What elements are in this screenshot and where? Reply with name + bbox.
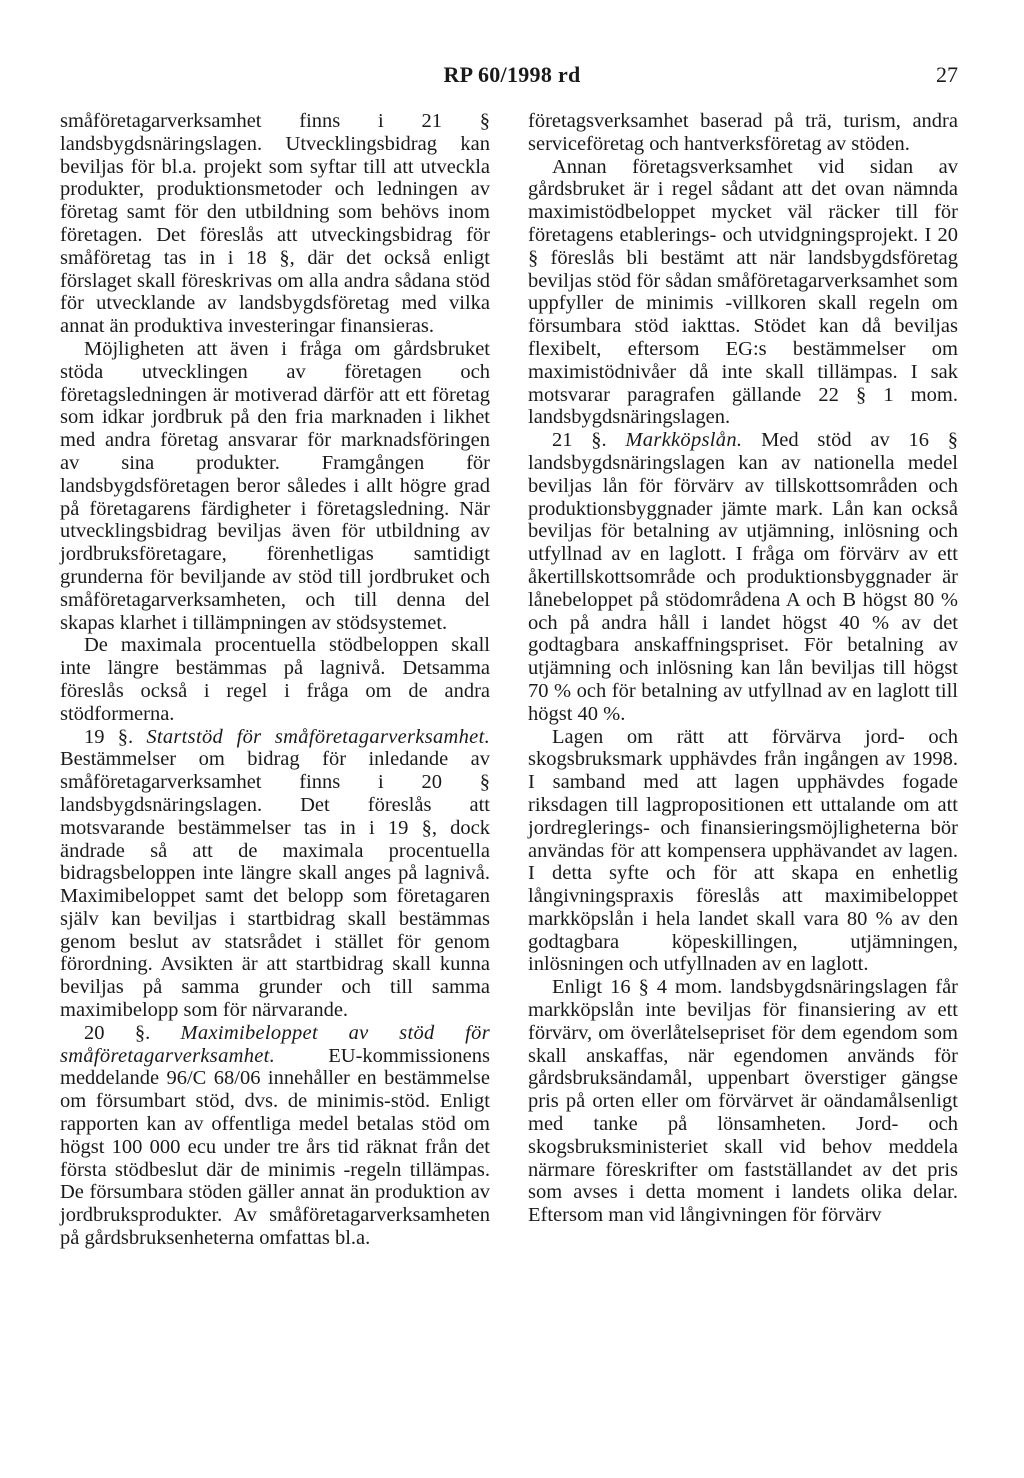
right-column: [528, 110, 958, 1227]
section-19-paragraph: [60, 726, 490, 1022]
section-heading: Startstöd för småföretagarverksamhet.: [146, 725, 491, 748]
paragraph: Enligt 16 § 4 mom. landsbygdsnäringslagen får markköpslån inte beviljas för finansiering av ett förvärv, om överlåtelsepriset för dem egendom som skall anskaffas, när egendomen används för gårdsbruksändamål, uppenbart överstiger gängse pris på orten eller om förvärvet är oändamålsenligt med tanke på lönsamheten. Jord- och skogsbruksministeriet skall vid behov meddela närmare föreskrifter om fastställandet av det pris som avses i detta moment i landets olika delar. Eftersom man vid långivningen för förvärv: [528, 976, 958, 1227]
section-20-paragraph: [60, 1022, 490, 1250]
paragraph: Möjligheten att även i fråga om gårdsbruket stöda utvecklingen av företagen och företagsledningen är motiverad därför att ett företag som idkar jordbruk på den fria marknaden i likhet med andra företag ansvarar för marknadsföringen av sina produkter. Framgången för landsbygdsföretagen beror således i allt högre grad på företagarens färdigheter i företagsledning. När utvecklingsbidrag beviljas även för utbildning av jordbruksföretagare, förenhetligas samtidigt grunderna för beviljande av stöd till jordbruket och småföretagarverksamheten, och till denna del skapas klarhet i tillämpningen av stödsystemet.: [60, 337, 490, 634]
paragraph: Annan företagsverksamhet vid sidan av gårdsbruket är i regel sådant att det ovan nämnda maximistödbeloppet mycket väl räcker till för företagens etablerings- och utvidgningsprojekt. I 20 § föreslås bli bestämt att när landsbygdsföretag beviljas stöd för sådan småföretagarverksamhet som uppfyller de minimis -villkoren skall regeln om försumbara stöd iakttas. Stödet kan då beviljas flexibelt, eftersom EG:s bestämmelser om maximistödnivåer då inte skall tillämpas. I sak motsvarar paragrafen gällande 22 § 1 mom. landsbygdsnäringslagen.: [528, 155, 958, 429]
page-number: 27: [936, 62, 958, 87]
section-text: Bestämmelser om bidrag för inledande av småföretagarverksamhet finns i 20 § landsbygdsnäringslagen. Det föreslås att motsvarande bestämmelser tas in i 19 §, dock ändrade så att de maximala procentuella bidragsbeloppen inte längre skall anges på lagnivå. Maximibeloppet samt det belopp som företagaren själv kan beviljas i startbidrag skall bestämmas genom beslut av statsrådet i stället för genom förordning. Avsikten är att startbidrag skall kunna beviljas på samma grunder och till samma maximibelopp som för närvarande.: [60, 748, 490, 1022]
section-heading: Maximibeloppet av stöd för småföretagarverksamhet.: [60, 1021, 490, 1067]
paragraph: De maximala procentuella stödbeloppen skall inte längre bestämmas på lagnivå. Detsamma föreslås också i regel i fråga om de andra stödformerna.: [60, 634, 490, 725]
section-text: EU-kommissionens meddelande 96/C 68/06 innehåller en bestämmelse om försumbart stöd, dvs. de minimis-stöd. Enligt rapporten kan av offentliga medel betalas stöd om högst 100 000 ecu under tre års tid räknat från det första stödbeslut där de minimis -regeln tillämpas. De försumbara stöden gäller annat än produktion av jordbruksprodukter. Av småföretagarverksamheten på gårdsbruksenheterna omfattas bl.a.: [60, 1044, 490, 1250]
paragraph: småföretagarverksamhet finns i 21 § landsbygdsnäringslagen. Utvecklingsbidrag kan beviljas för bl.a. projekt som syftar till att utveckla produkter, produktionsmetoder och ledningen av företag samt för den utbildning som behövs inom företagen. Det föreslås att utveckingsbidrag för småföretag tas in i 18 §, där det också enligt förslaget skall föreskrivas om alla andra sådana stöd för utvecklande av landsbygdsföretag med vilka annat än produktiva investeringar finansieras.: [60, 110, 490, 338]
document-header-title: RP 60/1998 rd: [443, 62, 581, 87]
section-21-paragraph: [528, 429, 958, 725]
section-number: 20 §.: [84, 1021, 181, 1044]
left-column: [60, 110, 490, 1250]
section-heading: Markköpslån.: [625, 429, 743, 452]
paragraph: Lagen om rätt att förvärva jord- och skogsbruksmark upphävdes från ingången av 1998. I samband med att lagen upphävdes fogade riksdagen till lagpropositionen ett uttalande om att jordreglerings- och finansieringsmöjligheterna bör användas för att kompensera upphävandet av lagen. I detta syfte och för att skapa en enhetlig långivningspraxis föreslås att maximibeloppet markköpslån i hela landet skall vara 80 % av den godtagbara köpeskillingen, utjämningen, inlösningen och utfyllnaden av en laglott.: [528, 725, 958, 976]
paragraph: företagsverksamhet baserad på trä, turism, andra serviceföretag och hantverksföretag av stöden.: [528, 110, 958, 155]
section-number: 21 §.: [552, 429, 626, 452]
section-text: Med stöd av 16 § landsbygdsnäringslagen kan av nationella medel beviljas lån för förvärv av tillskottsområden och produktionsbyggnader jämte mark. Lån kan också beviljas för betalning av utjämning, inlösning och utfyllnad av en laglott. I fråga om förvärv av ett åkertillskottsområde och produktionsbyggnader är lånebeloppet på stödområdena A och B högst 80 % och på andra håll i landet högst 40 % av det godtagbara anskaffningspriset. För betalning av utjämning och inlösning kan lån beviljas till högst 70 % och för betalning av utfyllnad av en laglott till högst 40 %.: [528, 429, 958, 725]
section-number: 19 §.: [84, 725, 147, 748]
